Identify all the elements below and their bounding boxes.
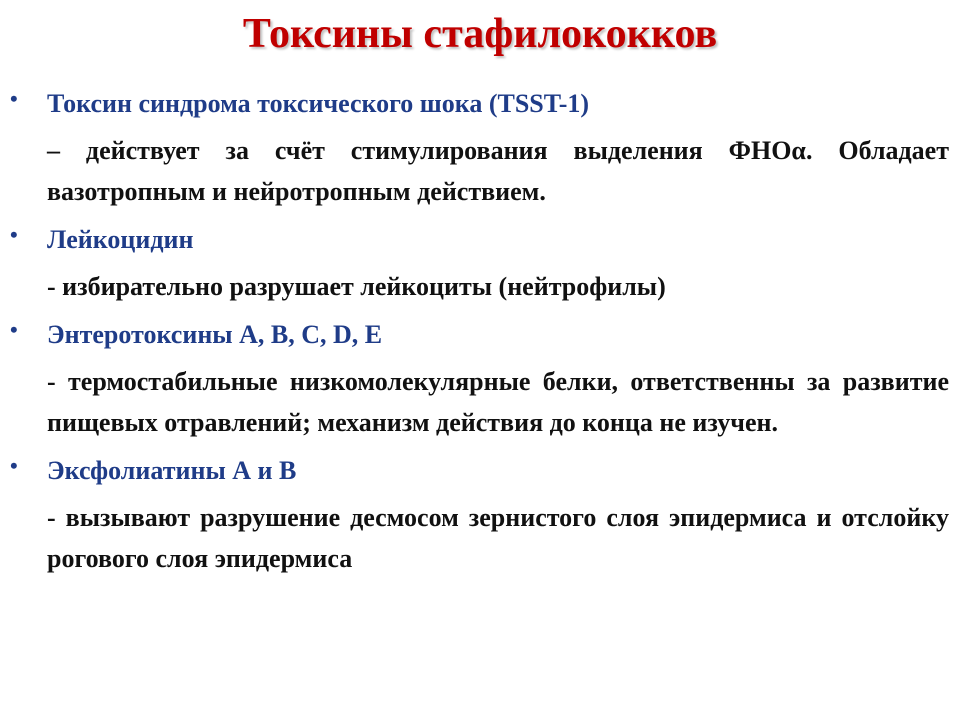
item-heading: Токсин синдрома токсического шока (TSST-1) — [47, 89, 590, 118]
bullet-icon: • — [10, 86, 18, 111]
item-description: - термостабильные низкомолекулярные белки, ответственны за развитие пищевых отравлений; механизм действия до конца не изучен. — [47, 367, 949, 437]
bullet-item — [0, 84, 960, 124]
bullet-item — [0, 451, 960, 491]
item-description: - вызывают разрушение десмосом зернистого слоя эпидермиса и отслойку рогового слоя эпидермиса — [47, 503, 949, 573]
item-description: – действует за счёт стимулирования выделения ФНОα. Обладает вазотропным и нейротропным действием. — [47, 136, 949, 206]
bullet-icon: • — [10, 317, 18, 342]
item-heading: Эксфолиатины А и В — [47, 456, 297, 485]
slide-title: Токсины стафилококков — [242, 11, 718, 57]
bullet-icon: • — [10, 222, 18, 247]
item-description: - избирательно разрушает лейкоциты (нейтрофилы) — [47, 272, 666, 301]
bullet-item — [0, 220, 960, 260]
bullet-item — [0, 315, 960, 355]
item-heading: Лейкоцидин — [47, 225, 194, 254]
item-heading: Энтеротоксины A, B, C, D, E — [47, 320, 383, 349]
slide-content — [0, 84, 960, 579]
bullet-icon: • — [10, 453, 18, 478]
